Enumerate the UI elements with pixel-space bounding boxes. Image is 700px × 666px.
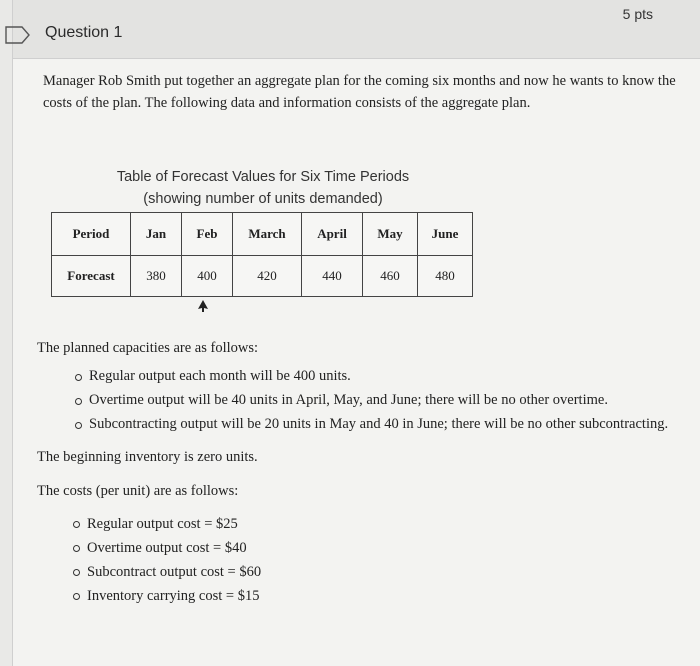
capacities-heading: The planned capacities are as follows: (37, 340, 259, 356)
table-row-forecast (52, 256, 473, 297)
period-cell: April (302, 213, 363, 256)
row-label-forecast: Forecast (52, 256, 131, 297)
list-item: Regular output cost = $25 (87, 512, 687, 536)
capacities-list (37, 365, 687, 436)
table-caption-subtitle: (showing number of units demanded) (143, 191, 383, 207)
list-item: Overtime output will be 40 units in April, May, and June; there will be no other overtime. (89, 389, 687, 412)
question-header (13, 0, 700, 59)
forecast-cell: 400 (182, 256, 233, 297)
period-cell: Feb (182, 213, 233, 256)
costs-list (37, 512, 687, 608)
list-item: Overtime output cost = $40 (87, 536, 687, 560)
question-intro: Manager Rob Smith put together an aggregate plan for the coming six months and now he wants to know the costs of the plan. The following data and information consists of the aggregate plan. (43, 73, 676, 111)
list-item: Subcontracting output will be 20 units in May and 40 in June; there will be no other subcontracting. (89, 413, 687, 436)
table-caption (83, 166, 443, 210)
forecast-cell: 380 (131, 256, 182, 297)
forecast-cell: 460 (363, 256, 418, 297)
flag-question-icon[interactable] (5, 26, 31, 44)
period-cell: March (233, 213, 302, 256)
question-body (37, 340, 687, 608)
row-label-period: Period (52, 213, 131, 256)
inventory-text: The beginning inventory is zero units. (37, 449, 258, 465)
table-caption-title: Table of Forecast Values for Six Time Periods (116, 169, 410, 185)
question-card (12, 0, 700, 666)
period-cell: May (363, 213, 418, 256)
list-item: Subcontract output cost = $60 (87, 560, 687, 584)
forecast-cell: 440 (302, 256, 363, 297)
forecast-cell: 420 (233, 256, 302, 297)
list-item: Inventory carrying cost = $15 (87, 584, 687, 608)
costs-heading: The costs (per unit) are as follows: (37, 483, 239, 499)
mouse-cursor-icon (198, 300, 208, 312)
question-title: Question 1 (45, 24, 123, 41)
period-cell: Jan (131, 213, 182, 256)
table-row-period (52, 213, 473, 256)
period-cell: June (418, 213, 473, 256)
forecast-cell: 480 (418, 256, 473, 297)
forecast-table (51, 212, 473, 297)
list-item: Regular output each month will be 400 units. (89, 365, 687, 388)
points-value: 5 pts (622, 6, 653, 22)
